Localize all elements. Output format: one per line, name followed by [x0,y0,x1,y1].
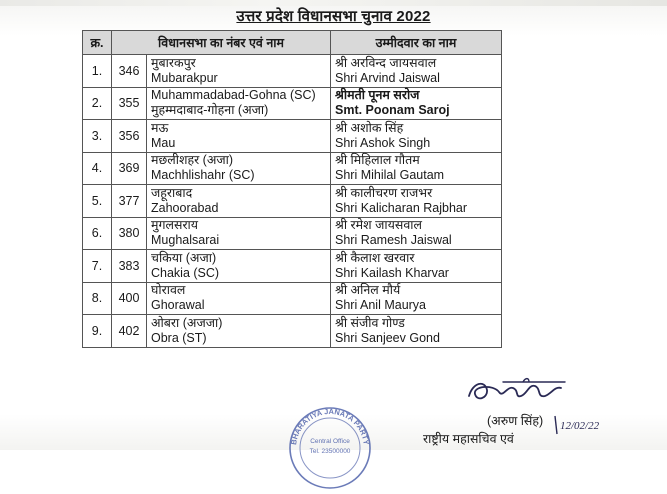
constituency-number-cell: 377 [112,185,147,218]
table-row [83,315,502,348]
table-row [83,185,502,218]
table-header-row [83,31,502,55]
candidate-cell [331,55,502,88]
handwritten-date [553,414,611,436]
constituency-name-cell [147,87,331,120]
constituency-name-cell [147,185,331,218]
constituency-number-cell: 356 [112,120,147,153]
serial-cell: 5. [83,185,112,218]
candidate-name-hindi: श्री संजीव गोण्ड [335,315,405,330]
constituency-number-cell: 380 [112,217,147,250]
candidate-name-english: Shri Mihilal Gautam [335,168,445,183]
constituency-number-cell: 383 [112,250,147,283]
constituency-name-cell [147,250,331,283]
candidate-name-hindi: श्री मिहिलाल गौतम [335,153,420,168]
candidate-cell [331,217,502,250]
header-candidate: उम्मीदवार का नाम [331,31,502,55]
candidate-name-hindi: श्री रमेश जायसवाल [335,218,422,233]
constituency-name-cell [147,55,331,88]
constituency-number-cell: 369 [112,152,147,185]
constituency-name-cell [147,152,331,185]
candidate-name-english: Shri Ramesh Jaiswal [335,233,452,248]
serial-cell: 9. [83,315,112,348]
serial-cell: 1. [83,55,112,88]
signatory-name: (अरुण सिंह) [487,414,544,428]
constituency-name-line1: चकिया (अजा) [151,250,217,265]
candidate-name-hindi: श्री अरविन्द जायसवाल [335,55,437,70]
stamp-office: Central Office [310,438,350,445]
candidate-name-hindi: श्री कैलाश खरवार [335,250,415,265]
stamp-party-text: BHARATIYA JANATA PARTY [289,406,371,446]
constituency-name-line2: Ghorawal [151,298,205,313]
candidate-cell [331,87,502,120]
constituency-name-line2: मुहम्मदाबाद-गोहना (अजा) [151,103,269,118]
constituency-name-line1: जहूराबाद [151,185,193,200]
serial-cell: 3. [83,120,112,153]
constituency-number-cell: 346 [112,55,147,88]
constituency-name-line2: Zahoorabad [151,200,219,215]
header-constituency: विधानसभा का नंबर एवं नाम [112,31,331,55]
candidate-cell [331,282,502,315]
candidate-name-english: Shri Arvind Jaiswal [335,70,440,85]
constituency-name-cell [147,315,331,348]
constituency-name-line2: Chakia (SC) [151,265,220,280]
serial-cell: 6. [83,217,112,250]
constituency-name-line1: घोरावल [151,283,186,298]
constituency-number-cell: 400 [112,282,147,315]
candidate-name-hindi: श्री अशोक सिंह [335,120,404,135]
table-row [83,282,502,315]
candidate-name-english: Shri Anil Maurya [335,298,427,313]
constituency-name-line2: Mubarakpur [151,70,218,85]
serial-cell: 7. [83,250,112,283]
constituency-name-line2: Mau [151,135,176,150]
candidate-name-hindi: श्री अनिल मौर्य [335,283,401,298]
constituency-name-line2: Mughalsarai [151,233,220,248]
table-row [83,250,502,283]
document-title: उत्तर प्रदेश विधानसभा चुनाव 2022 [236,8,431,25]
constituency-name-line1: ओबरा (अजजा) [151,315,223,330]
handwritten-signature [463,374,573,410]
constituency-name-line1: मुबारकपुर [151,55,196,70]
candidate-cell [331,315,502,348]
candidate-name-english: Shri Kailash Kharvar [335,265,449,280]
candidate-cell [331,152,502,185]
stamp-phone: Tel. 23500000 [309,448,351,455]
candidate-name-english: Shri Kalicharan Rajbhar [335,200,468,215]
constituency-name-cell [147,282,331,315]
constituency-number-cell: 402 [112,315,147,348]
constituency-name-line1: Muhammadabad-Gohna (SC) [151,88,316,103]
serial-cell: 8. [83,282,112,315]
constituency-name-line1: मऊ [151,120,169,135]
constituency-name-line1: मछलीशहर (अजा) [151,153,234,168]
svg-text:12/02/22: 12/02/22 [560,420,600,432]
party-stamp [282,398,378,494]
table-row [83,87,502,120]
serial-cell: 4. [83,152,112,185]
table-row [83,152,502,185]
candidate-table [82,30,502,348]
candidate-cell [331,185,502,218]
table-row [83,217,502,250]
header-serial: क्र. [83,31,112,55]
table-body [83,55,502,348]
constituency-name-cell [147,120,331,153]
candidate-cell [331,250,502,283]
constituency-name-line2: Obra (ST) [151,330,207,345]
candidate-name-hindi: श्रीमती पूनम सरोज [335,88,420,103]
constituency-name-line2: Machhlishahr (SC) [151,168,255,183]
constituency-name-cell [147,217,331,250]
candidate-name-english: Shri Ashok Singh [335,135,431,150]
candidate-name-english: Shri Sanjeev Gond [335,330,440,345]
candidate-name-english: Smt. Poonam Saroj [335,103,450,118]
candidate-name-hindi: श्री कालीचरण राजभर [335,185,433,200]
serial-cell: 2. [83,87,112,120]
constituency-number-cell: 355 [112,87,147,120]
candidate-cell [331,120,502,153]
table-row [83,55,502,88]
table-row [83,120,502,153]
constituency-name-line1: मुगलसराय [151,218,199,233]
signatory-role: राष्ट्रीय महासचिव एवं [423,432,514,446]
